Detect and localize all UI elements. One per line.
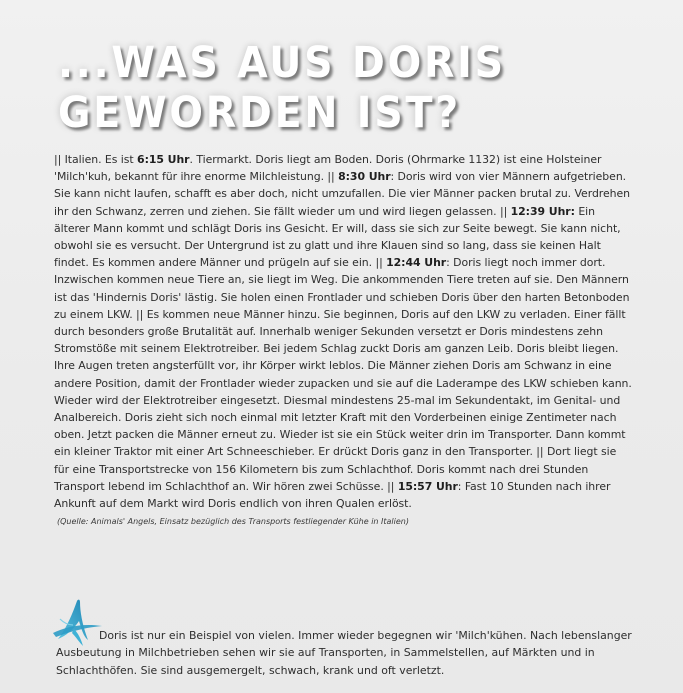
body-segment: : Doris liegt noch immer dort. Inzwischen kommen neue Tiere an, sie liegt im Weg. Die ankommenden Tiere treten auf sie. Den Männern ist das 'Hindernis Doris' lästig. Sie holen einen Frontlader und schieben Doris über den harten Betonboden zu einem LKW. || Es kommen neue Männer hinzu. Sie beginnen, Doris auf den LKW zu verladen. Einer fällt durch besonders große Brutalität auf. Innerhalb weniger Sekunden versetzt er Doris mindestens zehn Stromstöße mit seinem Elektrotreiber. Bei jedem Schlag zuckt Doris am ganzen Leib. Doris bleibt liegen. Ihre Augen treten angsterfüllt vor, ihr Körper wirkt leblos. Die Männer ziehen Doris am Schwanz in eine andere Position, damit der Frontlader wieder zupacken und sie auf die Laderampe des LKW schieben kann. Wieder wird der Elektrotreiber eingesetzt. Diesmal mindestens 25-mal im Sekundentakt, im Genital- und Analbereich. Doris zieht sich noch einmal mit letzter Kraft mit den Vorderbeinen einige Zentimeter nach oben. Jetzt packen die Männer erneut zu. Wieder ist sie ein Stück weiter drin im Transporter. Dann kommt ein kleiner Traktor mit einer Art Schneeschieber. Er drückt Doris ganz in den Transporter. || Dort liegt sie für eine Transportstrecke von 156 Kilometern bis zum Schlachthof. Doris kommt nach drei Stunden Transport lebend im Schlachthof an. Wir hören zwei Schüsse. || bbox=[54, 256, 632, 493]
title-line-2: GEWORDEN IST? bbox=[58, 88, 461, 138]
footer-paragraph: Doris ist nur ein Beispiel von vielen. Immer wieder begegnen wir 'Milch'kühen. Nach lebenslanger Ausbeutung in Milchbetrieben sehen wir sie auf Transporten, in Sammelstellen, auf Märkten und in Schlachthöfen. Sie sind ausgemergelt, schwach, krank und oft verletzt. bbox=[56, 629, 632, 677]
timestamp: 8:30 Uhr bbox=[338, 170, 391, 184]
timestamp: 15:57 Uhr bbox=[397, 479, 458, 493]
source-note: (Quelle: Animals' Angels, Einsatz bezüglich des Transports festliegender Kühe in Italien) bbox=[57, 517, 409, 526]
body-segment: : Fast 10 Stunden nach ihrer Ankunft auf dem Markt wird Doris endlich von ihren Qualen erlöst. bbox=[54, 479, 611, 511]
body-segment: : Doris wird von vier Männern aufgetrieben. Sie kann nicht laufen, schafft es aber doch, nicht umzufallen. Die vier Männer packen brutal zu. Verdrehen ihr den Schwanz, zerren und ziehen. Sie fällt wieder um und wird liegen gelassen. || bbox=[54, 170, 631, 218]
body-segment: . Tiermarkt. Doris liegt am Boden. Doris (Ohrmarke 1132) ist eine Holsteiner 'Milch'kuh, bekannt für ihre enorme Milchleistung. || bbox=[54, 153, 602, 184]
timestamp: 6:15 Uhr bbox=[137, 153, 190, 166]
title-line-1: ...WAS AUS DORIS bbox=[58, 38, 506, 88]
timestamp: 12:39 Uhr: bbox=[510, 204, 575, 218]
timestamp: 12:44 Uhr bbox=[386, 256, 447, 270]
body-segment: Ein älterer Mann kommt und schlägt Doris ins Gesicht. Er will, dass sie sich zur Seite bewegt. Sie kann nicht, obwohl sie es versucht. Der Untergrund ist zu glatt und ihre Klauen sind so lang, dass sie keinen Halt findet. Es kommen andere Männer und prügeln auf sie ein. || bbox=[54, 204, 621, 270]
report-paragraph bbox=[54, 151, 632, 512]
page-title bbox=[58, 38, 506, 138]
body-segment: || Italien. Es ist bbox=[54, 153, 138, 166]
